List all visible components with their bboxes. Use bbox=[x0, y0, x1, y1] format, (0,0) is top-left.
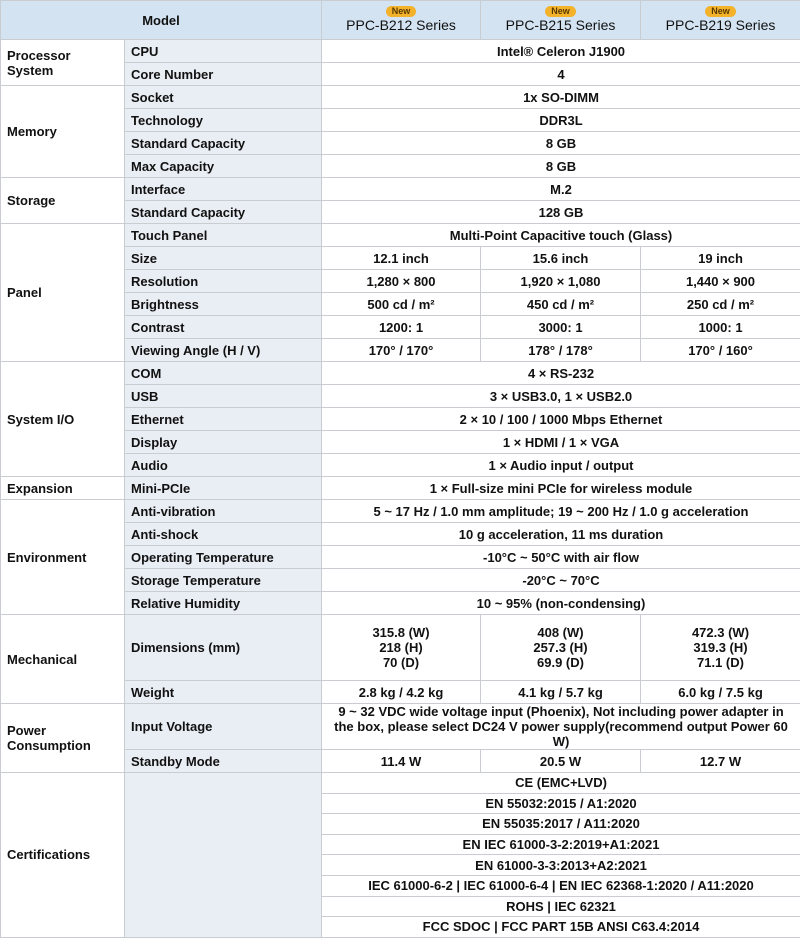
spec-value: 1200: 1 bbox=[322, 316, 481, 339]
spec-label: Relative Humidity bbox=[125, 592, 322, 615]
model-header: Model bbox=[1, 1, 322, 40]
category-expansion: Expansion bbox=[1, 477, 125, 500]
table-row bbox=[1, 224, 800, 247]
model-column-b219 bbox=[641, 1, 800, 40]
spec-value: 1 × Audio input / output bbox=[322, 454, 800, 477]
dimension-width: 315.8 (W) bbox=[372, 625, 430, 640]
spec-label: Standard Capacity bbox=[125, 132, 322, 155]
spec-value: 20.5 W bbox=[481, 750, 641, 773]
header-row bbox=[1, 1, 800, 40]
spec-value: 1,280 × 800 bbox=[322, 270, 481, 293]
spec-label: Viewing Angle (H / V) bbox=[125, 339, 322, 362]
spec-label: CPU bbox=[125, 40, 322, 63]
dimension-width: 472.3 (W) bbox=[691, 625, 750, 640]
category-processor: Processor System bbox=[1, 40, 125, 86]
spec-value: 12.7 W bbox=[641, 750, 800, 773]
spec-label: Contrast bbox=[125, 316, 322, 339]
spec-value: 170° / 160° bbox=[641, 339, 800, 362]
category-io: System I/O bbox=[1, 362, 125, 477]
spec-value: 4 bbox=[322, 63, 800, 86]
new-badge: New bbox=[705, 6, 736, 17]
spec-value: 5 ~ 17 Hz / 1.0 mm amplitude; 19 ~ 200 Hz / 1.0 g acceleration bbox=[322, 500, 800, 523]
spec-value: DDR3L bbox=[322, 109, 800, 132]
new-badge: New bbox=[386, 6, 417, 17]
new-badge: New bbox=[545, 6, 576, 17]
spec-value: 15.6 inch bbox=[481, 247, 641, 270]
spec-value: -20°C ~ 70°C bbox=[322, 569, 800, 592]
category-power: Power Consumption bbox=[1, 704, 125, 773]
spec-label: Size bbox=[125, 247, 322, 270]
spec-label: COM bbox=[125, 362, 322, 385]
spec-label: Socket bbox=[125, 86, 322, 109]
model-column-b212 bbox=[322, 1, 481, 40]
category-certifications: Certifications bbox=[1, 773, 125, 938]
spec-value: 178° / 178° bbox=[481, 339, 641, 362]
spec-value: 170° / 170° bbox=[322, 339, 481, 362]
spec-label: Standby Mode bbox=[125, 750, 322, 773]
category-storage: Storage bbox=[1, 178, 125, 224]
spec-label: Touch Panel bbox=[125, 224, 322, 247]
table-row bbox=[1, 704, 800, 750]
spec-value: 12.1 inch bbox=[322, 247, 481, 270]
spec-value: 4 × RS-232 bbox=[322, 362, 800, 385]
dimension-width: 408 (W) bbox=[537, 625, 584, 640]
dimension-height: 257.3 (H) bbox=[533, 640, 588, 655]
spec-value: 1 × HDMI / 1 × VGA bbox=[322, 431, 800, 454]
certification-item: IEC 61000-6-2 | IEC 61000-6-4 | EN IEC 62368-1:2020 / A11:2020 bbox=[322, 875, 800, 896]
spec-value: 500 cd / m² bbox=[322, 293, 481, 316]
spec-value: 1000: 1 bbox=[641, 316, 800, 339]
spec-value: 2 × 10 / 100 / 1000 Mbps Ethernet bbox=[322, 408, 800, 431]
spec-value: 3000: 1 bbox=[481, 316, 641, 339]
category-mechanical: Mechanical bbox=[1, 615, 125, 704]
spec-value: 2.8 kg / 4.2 kg bbox=[322, 681, 481, 704]
spec-value: 250 cd / m² bbox=[641, 293, 800, 316]
spec-value: 8 GB bbox=[322, 155, 800, 178]
spec-value: Multi-Point Capacitive touch (Glass) bbox=[322, 224, 800, 247]
spec-value: 8 GB bbox=[322, 132, 800, 155]
spec-value: Intel® Celeron J1900 bbox=[322, 40, 800, 63]
table-row bbox=[1, 500, 800, 523]
spec-value: 128 GB bbox=[322, 201, 800, 224]
spec-label: Weight bbox=[125, 681, 322, 704]
spec-value: 1,920 × 1,080 bbox=[481, 270, 641, 293]
spec-value: 1 × Full-size mini PCIe for wireless module bbox=[322, 477, 800, 500]
spec-value: M.2 bbox=[322, 178, 800, 201]
dimension-height: 319.3 (H) bbox=[693, 640, 748, 655]
dimension-depth: 70 (D) bbox=[382, 655, 420, 670]
model-name: PPC-B219 Series bbox=[665, 17, 776, 33]
spec-value: 1,440 × 900 bbox=[641, 270, 800, 293]
spec-label: Brightness bbox=[125, 293, 322, 316]
spec-label: Input Voltage bbox=[125, 704, 322, 750]
spec-value: 19 inch bbox=[641, 247, 800, 270]
spec-label: Technology bbox=[125, 109, 322, 132]
dimension-depth: 69.9 (D) bbox=[537, 655, 584, 670]
spec-label: Anti-shock bbox=[125, 523, 322, 546]
spec-value: 9 ~ 32 VDC wide voltage input (Phoenix), Not including power adapter in the box, please select DC24 V power supply(recommend output Power 60 W) bbox=[322, 704, 800, 750]
spec-label: Max Capacity bbox=[125, 155, 322, 178]
spec-value: 10 g acceleration, 11 ms duration bbox=[322, 523, 800, 546]
category-memory: Memory bbox=[1, 86, 125, 178]
certification-item: EN IEC 61000-3-2:2019+A1:2021 bbox=[322, 834, 800, 855]
spec-label: Interface bbox=[125, 178, 322, 201]
dimension-depth: 71.1 (D) bbox=[697, 655, 744, 670]
certification-item: EN 55035:2017 / A11:2020 bbox=[322, 814, 800, 835]
spec-label: Core Number bbox=[125, 63, 322, 86]
table-row bbox=[1, 178, 800, 201]
certification-item: EN 55032:2015 / A1:2020 bbox=[322, 793, 800, 814]
category-panel: Panel bbox=[1, 224, 125, 362]
spec-label: Display bbox=[125, 431, 322, 454]
spec-value: 1x SO-DIMM bbox=[322, 86, 800, 109]
spec-value: -10°C ~ 50°C with air flow bbox=[322, 546, 800, 569]
spec-value bbox=[481, 615, 641, 681]
table-row bbox=[1, 615, 800, 681]
model-name: PPC-B215 Series bbox=[505, 17, 616, 33]
table-row bbox=[1, 362, 800, 385]
certification-item: FCC SDOC | FCC PART 15B ANSI C63.4:2014 bbox=[322, 917, 800, 938]
spec-label: Mini-PCIe bbox=[125, 477, 322, 500]
spec-value: 6.0 kg / 7.5 kg bbox=[641, 681, 800, 704]
model-column-b215 bbox=[481, 1, 641, 40]
spec-label: Resolution bbox=[125, 270, 322, 293]
spec-label: Audio bbox=[125, 454, 322, 477]
spec-label: Ethernet bbox=[125, 408, 322, 431]
spec-label: USB bbox=[125, 385, 322, 408]
table-row bbox=[1, 86, 800, 109]
certification-item: CE (EMC+LVD) bbox=[322, 773, 800, 794]
spec-value bbox=[641, 615, 800, 681]
spec-label: Anti-vibration bbox=[125, 500, 322, 523]
table-row bbox=[1, 773, 800, 794]
category-environment: Environment bbox=[1, 500, 125, 615]
spec-label: Dimensions (mm) bbox=[125, 615, 322, 681]
spec-value: 11.4 W bbox=[322, 750, 481, 773]
spec-value: 4.1 kg / 5.7 kg bbox=[481, 681, 641, 704]
dimension-height: 218 (H) bbox=[379, 640, 423, 655]
spec-label-empty bbox=[125, 773, 322, 938]
certification-item: EN 61000-3-3:2013+A2:2021 bbox=[322, 855, 800, 876]
table-row bbox=[1, 40, 800, 63]
spec-value: 10 ~ 95% (non-condensing) bbox=[322, 592, 800, 615]
spec-label: Operating Temperature bbox=[125, 546, 322, 569]
model-name: PPC-B212 Series bbox=[346, 17, 456, 33]
spec-label: Standard Capacity bbox=[125, 201, 322, 224]
spec-value: 3 × USB3.0, 1 × USB2.0 bbox=[322, 385, 800, 408]
table-row bbox=[1, 477, 800, 500]
spec-value bbox=[322, 615, 481, 681]
certification-item: ROHS | IEC 62321 bbox=[322, 896, 800, 917]
spec-label: Storage Temperature bbox=[125, 569, 322, 592]
spec-value: 450 cd / m² bbox=[481, 293, 641, 316]
